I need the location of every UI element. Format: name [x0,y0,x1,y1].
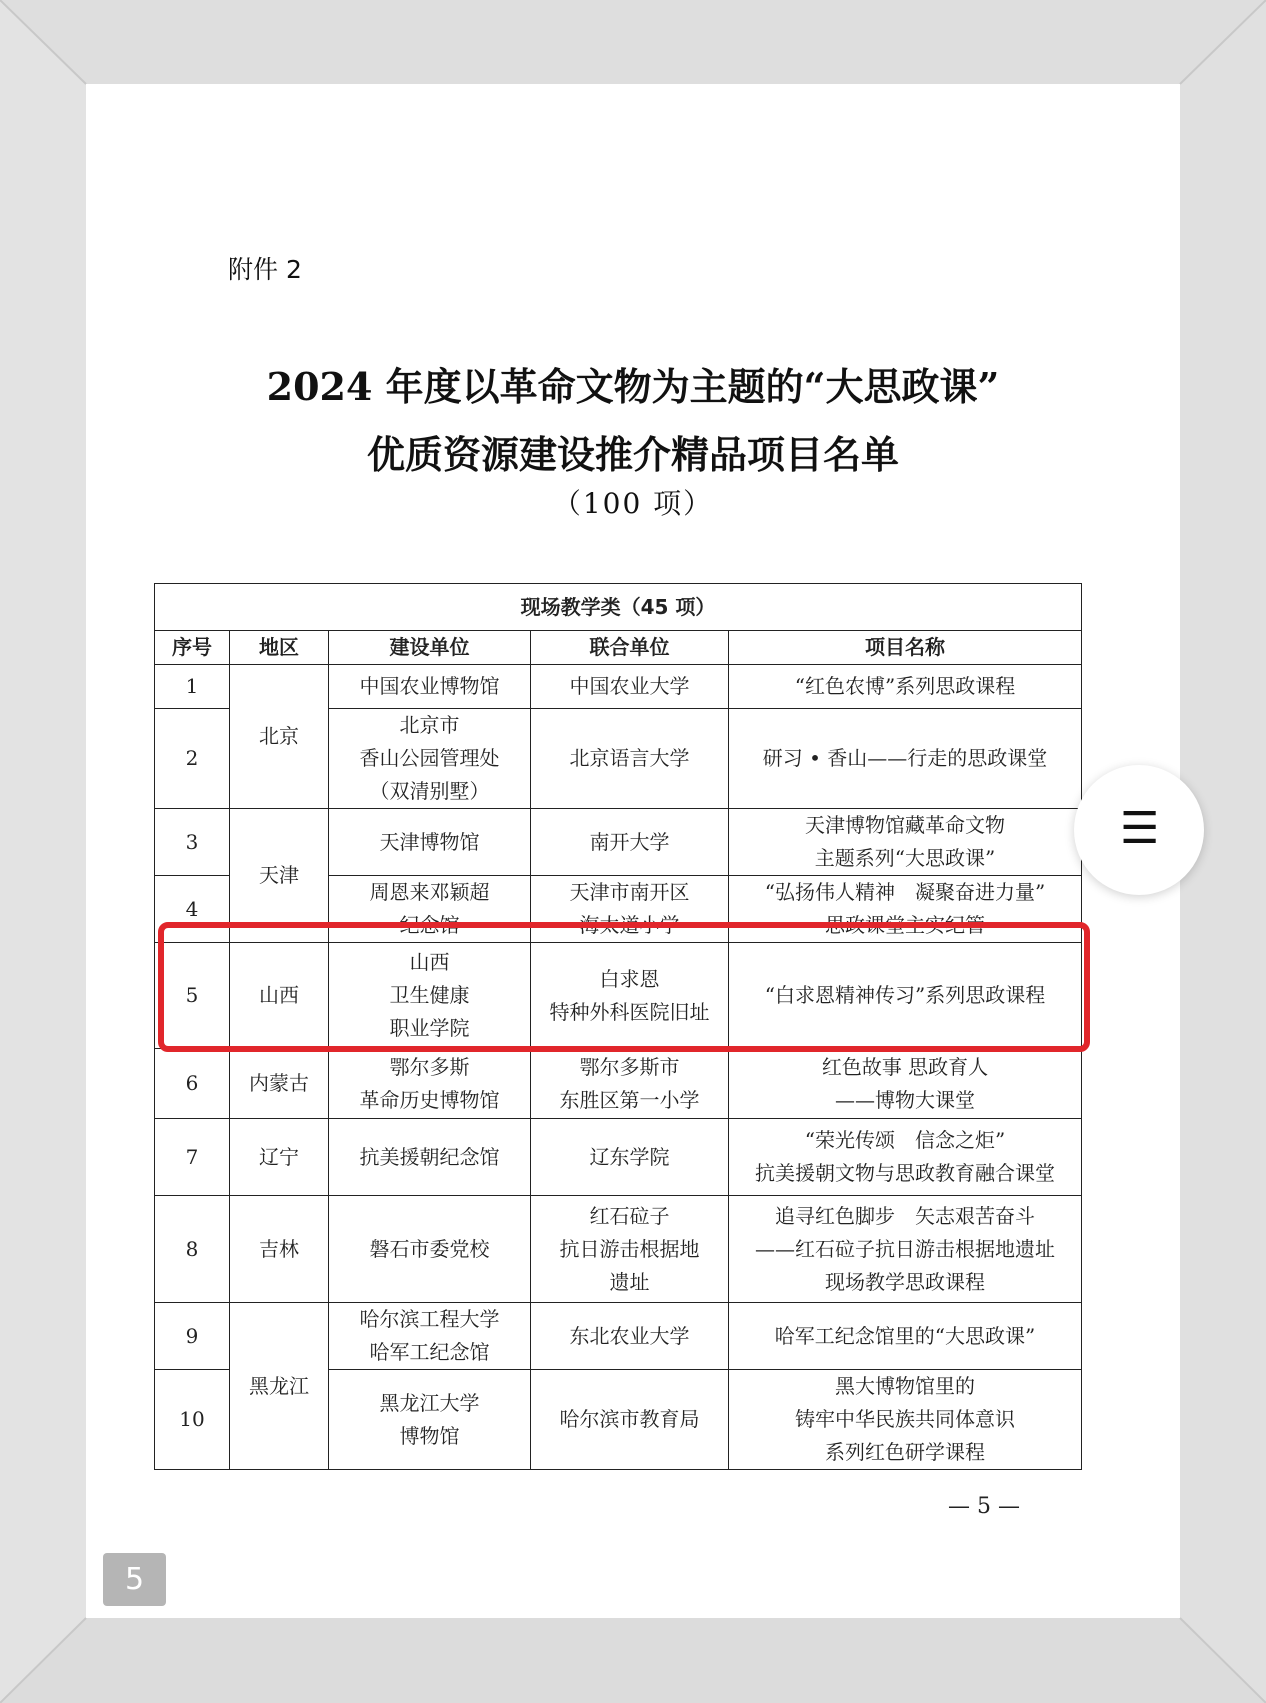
table-row [155,809,1082,876]
header-partner: 联合单位 [531,631,729,665]
document-title-line2: 优质资源建设推介精品项目名单 [366,432,899,477]
partner-cell: 天津市南开区 海太道小学 [531,876,729,943]
region-cell: 北京 [230,665,329,809]
project-cell: 红色故事 思政育人 ——博物大课堂 [729,1049,1082,1119]
row-no: 7 [155,1119,230,1196]
project-cell: 天津博物馆藏革命文物 主题系列“大思政课” [729,809,1082,876]
builder-cell: 抗美援朝纪念馆 [329,1119,531,1196]
page-badge[interactable]: 5 [103,1553,166,1606]
row-no: 6 [155,1049,230,1119]
document-page [86,84,1180,1618]
project-cell: “弘扬伟人精神 凝聚奋进力量” 思政课堂主实纪管 [729,876,1082,943]
table-row [155,1049,1082,1119]
project-cell: 黑大博物馆里的 铸牢中华民族共同体意识 系列红色研学课程 [729,1370,1082,1470]
highlight-box [158,922,1090,1052]
region-cell: 山西 [230,943,329,1049]
region-cell: 内蒙古 [230,1049,329,1119]
row-no: 8 [155,1196,230,1303]
menu-button[interactable] [1074,765,1204,895]
row-no: 3 [155,809,230,876]
partner-cell: 哈尔滨市教育局 [531,1370,729,1470]
project-cell: 哈军工纪念馆里的“大思政课” [729,1303,1082,1370]
row-no: 4 [155,876,230,943]
project-cell: “荣光传颂 信念之炬” 抗美援朝文物与思政教育融合课堂 [729,1119,1082,1196]
total-count: （100 项） [552,487,714,520]
row-no: 2 [155,709,230,809]
header-region: 地区 [230,631,329,665]
row-no: 1 [155,665,230,709]
builder-cell: 北京市 香山公园管理处 （双清别墅） [329,709,531,809]
builder-cell: 周恩来邓颖超 纪念馆 [329,876,531,943]
table-row [155,1196,1082,1303]
header-no: 序号 [155,631,230,665]
row-no: 9 [155,1303,230,1370]
region-cell: 吉林 [230,1196,329,1303]
row-no: 5 [155,943,230,1049]
builder-cell: 鄂尔多斯 革命历史博物馆 [329,1049,531,1119]
project-cell: 研习 • 香山——行走的思政课堂 [729,709,1082,809]
partner-cell: 北京语言大学 [531,709,729,809]
builder-cell: 天津博物馆 [329,809,531,876]
hamburger-menu-icon: ☰ [1120,803,1160,854]
builder-cell: 磐石市委党校 [329,1196,531,1303]
builder-cell: 山西 卫生健康 职业学院 [329,943,531,1049]
project-cell: “红色农博”系列思政课程 [729,665,1082,709]
region-cell: 辽宁 [230,1119,329,1196]
attachment-label: 附件 2 [228,255,302,284]
region-cell: 黑龙江 [230,1303,329,1470]
page-number: — 5 — [948,1494,1020,1519]
table-row [155,1303,1082,1370]
table-row [155,1119,1082,1196]
header-row [155,631,1082,665]
header-project: 项目名称 [729,631,1082,665]
partner-cell: 鄂尔多斯市 东胜区第一小学 [531,1049,729,1119]
category-header: 现场教学类（45 项） [155,584,1082,631]
project-cell: “白求恩精神传习”系列思政课程 [729,943,1082,1049]
project-cell: 追寻红色脚步 矢志艰苦奋斗 ——红石砬子抗日游击根据地遗址 现场教学思政课程 [729,1196,1082,1303]
document-title-line1: 2024 年度以革命文物为主题的“大思政课” [266,364,1000,409]
header-builder: 建设单位 [329,631,531,665]
partner-cell: 辽东学院 [531,1119,729,1196]
partner-cell: 白求恩 特种外科医院旧址 [531,943,729,1049]
row-no: 10 [155,1370,230,1470]
builder-cell: 中国农业博物馆 [329,665,531,709]
partner-cell: 南开大学 [531,809,729,876]
builder-cell: 黑龙江大学 博物馆 [329,1370,531,1470]
region-cell: 天津 [230,809,329,943]
partner-cell: 中国农业大学 [531,665,729,709]
partner-cell: 红石砬子 抗日游击根据地 遗址 [531,1196,729,1303]
partner-cell: 东北农业大学 [531,1303,729,1370]
builder-cell: 哈尔滨工程大学 哈军工纪念馆 [329,1303,531,1370]
table-row [155,665,1082,709]
